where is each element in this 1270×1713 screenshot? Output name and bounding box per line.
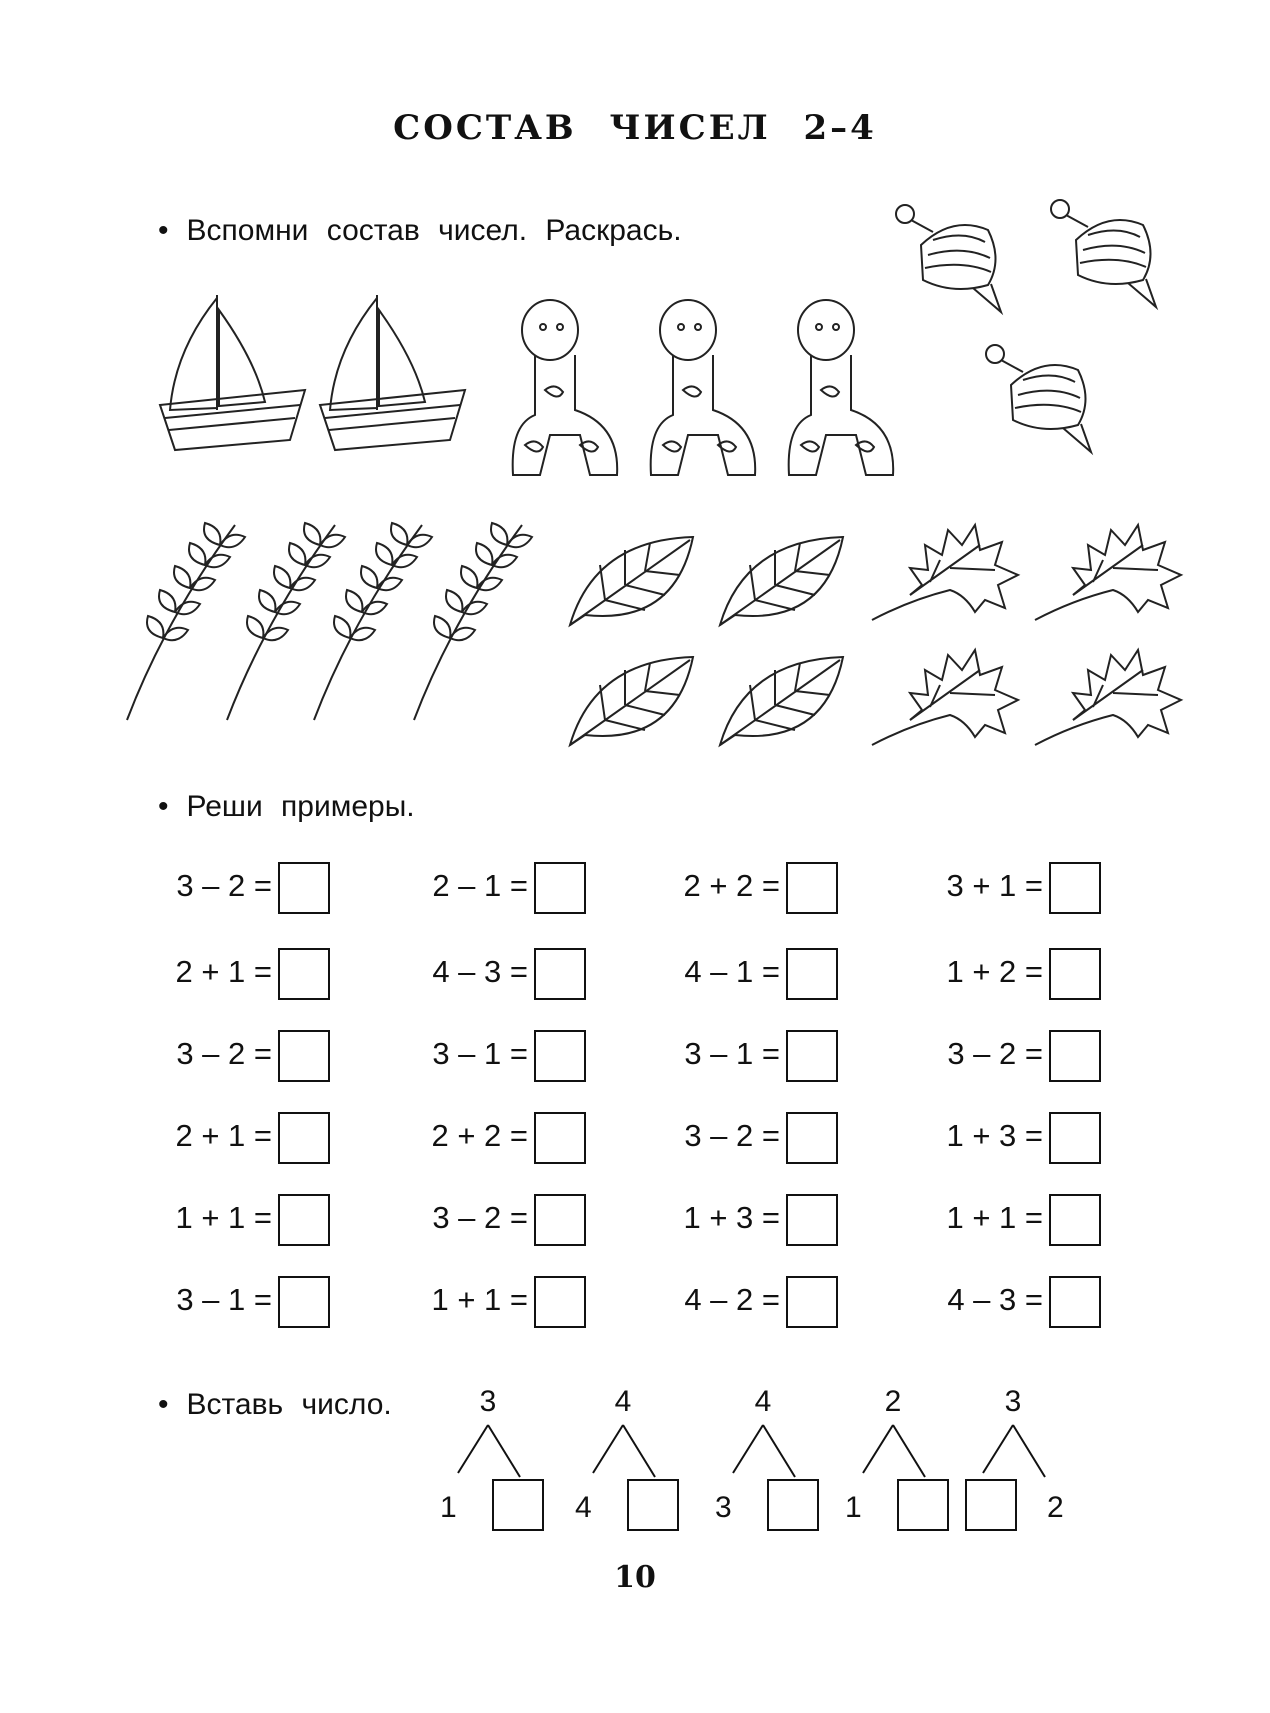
example-expression: 1 + 2 =: [946, 954, 1043, 989]
boat-icon[interactable]: [315, 290, 465, 460]
example-expression: 1 + 1 =: [946, 1200, 1043, 1235]
example-expression: 2 + 1 =: [175, 954, 272, 989]
number-tree-4: [845, 1385, 985, 1535]
answer-box[interactable]: [534, 948, 586, 1000]
example-2-1: [142, 948, 342, 998]
tree-top-number: 3: [1004, 1385, 1022, 1418]
example-3-1: [142, 1030, 342, 1080]
giraffe-icon[interactable]: [643, 295, 763, 480]
leaf-icon[interactable]: [565, 655, 695, 750]
oak-leaf-icon[interactable]: [1033, 645, 1183, 750]
answer-box[interactable]: [786, 948, 838, 1000]
answer-box[interactable]: [786, 862, 838, 914]
answer-box[interactable]: [1049, 862, 1101, 914]
answer-box[interactable]: [1049, 1030, 1101, 1082]
example-expression: 2 + 2 =: [683, 868, 780, 903]
answer-box[interactable]: [278, 1194, 330, 1246]
example-5-2: [398, 1194, 598, 1244]
answer-box[interactable]: [786, 1030, 838, 1082]
leaf-icon[interactable]: [715, 535, 845, 630]
example-4-2: [398, 1112, 598, 1162]
example-5-1: [142, 1194, 342, 1244]
answer-box[interactable]: [1049, 1276, 1101, 1328]
oak-leaf-icon[interactable]: [870, 520, 1020, 625]
example-expression: 1 + 3 =: [683, 1200, 780, 1235]
example-expression: 3 – 2 =: [947, 1036, 1043, 1071]
answer-box[interactable]: [786, 1194, 838, 1246]
answer-box[interactable]: [534, 1112, 586, 1164]
tree-top-number: 4: [754, 1385, 772, 1418]
task-solve: • Реши примеры.: [158, 790, 415, 824]
leaf-icon[interactable]: [715, 655, 845, 750]
example-expression: 1 + 3 =: [946, 1118, 1043, 1153]
tree-top-number: 4: [614, 1385, 632, 1418]
example-3-2: [398, 1030, 598, 1080]
example-5-3: [650, 1194, 850, 1244]
example-expression: 4 – 3 =: [947, 1282, 1043, 1317]
example-expression: 3 – 2 =: [176, 868, 272, 903]
wheat-icon[interactable]: [412, 520, 532, 725]
spinning-top-icon[interactable]: [1048, 195, 1168, 310]
answer-box[interactable]: [534, 1276, 586, 1328]
number-tree-2: [575, 1385, 715, 1535]
example-1-2: [398, 862, 598, 912]
example-expression: 3 – 2 =: [176, 1036, 272, 1071]
example-expression: 4 – 2 =: [684, 1282, 780, 1317]
number-tree-1: [440, 1385, 580, 1535]
example-6-3: [650, 1276, 850, 1326]
answer-box[interactable]: [786, 1112, 838, 1164]
example-expression: 3 – 1 =: [432, 1036, 528, 1071]
tree-known-part: 4: [575, 1491, 592, 1524]
example-expression: 2 + 1 =: [175, 1118, 272, 1153]
example-5-4: [913, 1194, 1113, 1244]
example-6-1: [142, 1276, 342, 1326]
answer-box[interactable]: [278, 1112, 330, 1164]
example-expression: 2 + 2 =: [431, 1118, 528, 1153]
example-4-4: [913, 1112, 1113, 1162]
answer-box[interactable]: [786, 1276, 838, 1328]
answer-box[interactable]: [1049, 1194, 1101, 1246]
task-insert: • Вставь число.: [158, 1388, 392, 1422]
giraffe-icon[interactable]: [781, 295, 901, 480]
example-1-4: [913, 862, 1113, 912]
tree-known-part: 1: [440, 1491, 457, 1524]
example-1-1: [142, 862, 342, 912]
tree-answer-box[interactable]: [897, 1479, 949, 1531]
example-expression: 4 – 1 =: [684, 954, 780, 989]
number-tree-3: [715, 1385, 855, 1535]
tree-known-part: 2: [1047, 1491, 1064, 1524]
page-title: СОСТАВ ЧИСЕЛ 2–4: [393, 108, 877, 148]
boat-icon[interactable]: [155, 290, 305, 460]
example-expression: 3 – 2 =: [684, 1118, 780, 1153]
tree-known-part: 3: [715, 1491, 732, 1524]
answer-box[interactable]: [1049, 1112, 1101, 1164]
tree-answer-box[interactable]: [627, 1479, 679, 1531]
number-tree-5: [965, 1385, 1105, 1535]
tree-answer-box[interactable]: [492, 1479, 544, 1531]
spinning-top-icon[interactable]: [893, 200, 1013, 315]
example-6-2: [398, 1276, 598, 1326]
example-expression: 1 + 1 =: [175, 1200, 272, 1235]
answer-box[interactable]: [1049, 948, 1101, 1000]
answer-box[interactable]: [278, 948, 330, 1000]
leaf-icon[interactable]: [565, 535, 695, 630]
tree-known-part: 1: [845, 1491, 862, 1524]
page-number: 10: [614, 1560, 656, 1595]
tree-answer-box[interactable]: [767, 1479, 819, 1531]
example-expression: 3 – 1 =: [176, 1282, 272, 1317]
example-2-4: [913, 948, 1113, 998]
example-expression: 3 – 1 =: [684, 1036, 780, 1071]
oak-leaf-icon[interactable]: [1033, 520, 1183, 625]
oak-leaf-icon[interactable]: [870, 645, 1020, 750]
tree-top-number: 3: [479, 1385, 497, 1418]
example-3-4: [913, 1030, 1113, 1080]
example-2-3: [650, 948, 850, 998]
example-4-1: [142, 1112, 342, 1162]
example-1-3: [650, 862, 850, 912]
answer-box[interactable]: [278, 1276, 330, 1328]
tree-top-number: 2: [884, 1385, 902, 1418]
example-6-4: [913, 1276, 1113, 1326]
example-3-3: [650, 1030, 850, 1080]
example-4-3: [650, 1112, 850, 1162]
example-expression: 3 – 2 =: [432, 1200, 528, 1235]
tree-answer-box[interactable]: [965, 1479, 1017, 1531]
answer-box[interactable]: [278, 1030, 330, 1082]
example-expression: 4 – 3 =: [432, 954, 528, 989]
giraffe-icon[interactable]: [505, 295, 625, 480]
answer-box[interactable]: [534, 1194, 586, 1246]
answer-box[interactable]: [534, 1030, 586, 1082]
answer-box[interactable]: [278, 862, 330, 914]
example-2-2: [398, 948, 598, 998]
task-color: • Вспомни состав чисел. Раскрась.: [158, 214, 682, 248]
answer-box[interactable]: [534, 862, 586, 914]
example-expression: 3 + 1 =: [946, 868, 1043, 903]
example-expression: 2 – 1 =: [432, 868, 528, 903]
example-expression: 1 + 1 =: [431, 1282, 528, 1317]
spinning-top-icon[interactable]: [983, 340, 1103, 455]
